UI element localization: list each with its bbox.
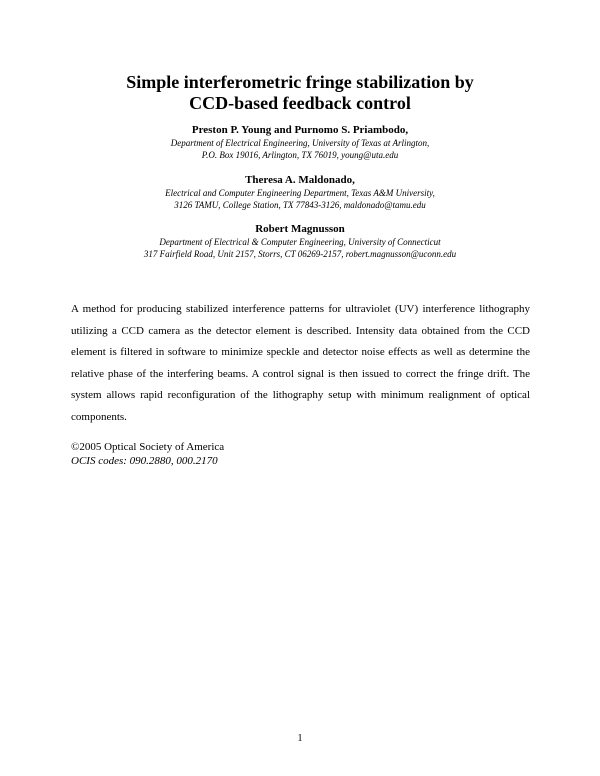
- affiliation-3-line-2: 317 Fairfield Road, Unit 2157, Storrs, CT 06269-2157, robert.magnusson@uconn.edu: [143, 249, 457, 259]
- affiliation-2-line-2: 3126 TAMU, College Station, TX 77843-3126, maldonado@tamu.edu: [174, 200, 426, 210]
- author-name-1: Preston P. Young and Purnomo S. Priambodo,: [191, 124, 409, 136]
- title-line-1: Simple interferometric fringe stabilization by: [126, 72, 474, 92]
- copyright-notice: ©2005 Optical Society of America: [71, 441, 225, 453]
- ocis-codes: OCIS codes: 090.2880, 000.2170: [71, 455, 218, 467]
- author-block-2: [0, 173, 600, 211]
- abstract-paragraph: A method for producing stabilized interference patterns for ultraviolet (UV) interference lithography utilizing a CCD camera as the detector element is described. Intensity data obtained from the CCD element is filtered in software to minimize speckle and detector noise effects as well as determine the relative phase of the interfering beams. A control signal is then issued to correct the fringe drift. The system allows rapid reconfiguration of the lithography setup with minimum realignment of optical components.: [71, 303, 530, 423]
- affiliation-2-line-1: Electrical and Computer Engineering Department, Texas A&M University,: [165, 188, 435, 198]
- affiliation-3-line-1: Department of Electrical & Computer Engineering, University of Connecticut: [159, 237, 441, 247]
- author-name-3: Robert Magnusson: [255, 223, 345, 235]
- affiliation-1-line-1: Department of Electrical Engineering, University of Texas at Arlington,: [170, 138, 430, 148]
- author-block-1: [0, 123, 600, 161]
- author-name-2: Theresa A. Maldonado,: [245, 174, 355, 186]
- page-number: 1: [297, 733, 303, 744]
- author-block-3: [0, 222, 600, 260]
- affiliation-1-line-2: P.O. Box 19016, Arlington, TX 76019, young@uta.edu: [201, 150, 399, 160]
- paper-title: [0, 72, 600, 114]
- title-line-2: CCD-based feedback control: [189, 93, 411, 113]
